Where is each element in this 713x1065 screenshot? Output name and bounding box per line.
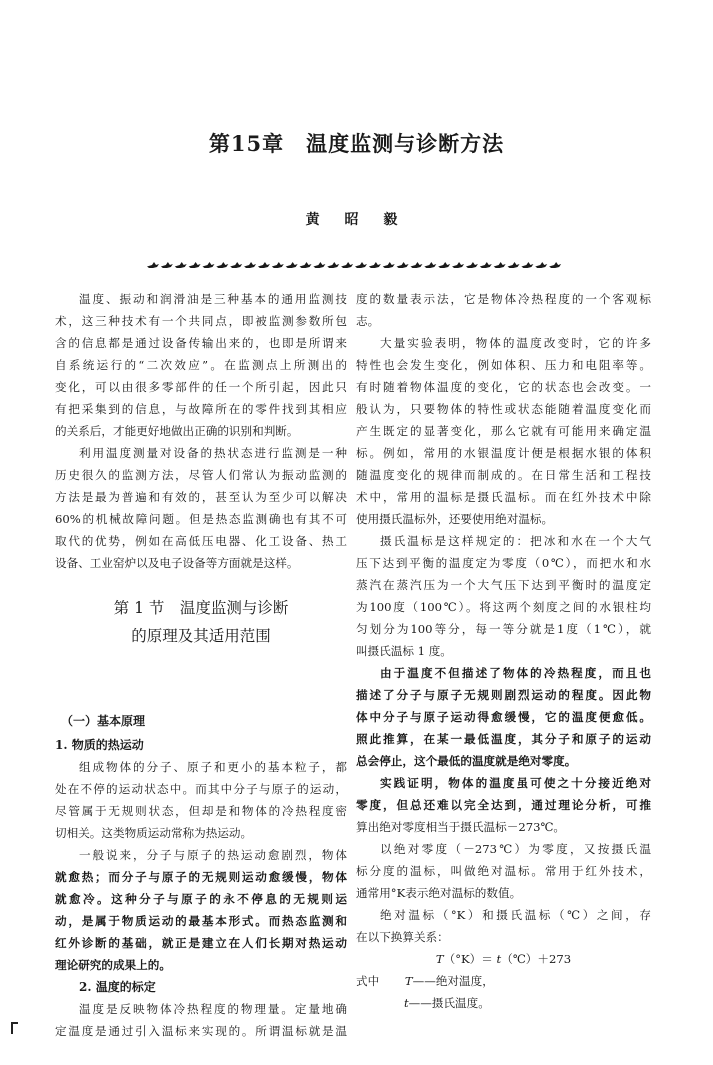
text-line: 照此推算，在某一最低温度，其分子和原子的运动 bbox=[356, 732, 651, 746]
ornament-glyph bbox=[300, 262, 312, 268]
paragraph bbox=[356, 332, 651, 530]
text-line: 体中分子与原子运动得愈缓慢，它的温度便愈低。 bbox=[356, 710, 651, 724]
ornament-glyph bbox=[535, 262, 547, 268]
ornament-glyph bbox=[438, 262, 450, 268]
text-line: 在以下换算关系： bbox=[356, 930, 449, 944]
ornament-glyph bbox=[327, 262, 339, 268]
paragraph bbox=[55, 288, 347, 442]
text-line: 绝对温标（°K）和摄氏温标（℃）之间，存 bbox=[380, 908, 651, 922]
text-line: 理论研究的成果上的。 bbox=[55, 958, 171, 972]
text-line: 通常用°K表示绝对温标的数值。 bbox=[356, 886, 522, 900]
ornament-glyph bbox=[216, 262, 228, 268]
ornament-glyph bbox=[480, 262, 492, 268]
text-line: 取代的优势，例如在高低压电器、化工设备、热工 bbox=[55, 534, 347, 548]
text-line: 红外诊断的基础，就正是建立在人们长期对热运动 bbox=[55, 936, 347, 950]
ornament-glyph bbox=[424, 262, 436, 268]
ornament-glyph bbox=[189, 262, 201, 268]
ornament-glyph bbox=[313, 262, 325, 268]
corner-mark-icon bbox=[11, 1022, 18, 1034]
text-line: 自系统运行的“二次效应”。在监测点上所测出的 bbox=[55, 358, 347, 372]
chapter-number: 第15章 bbox=[208, 131, 285, 156]
section-title-line1: 第 1 节 温度监测与诊断 bbox=[113, 599, 289, 617]
text-line: 摄氏温标是这样规定的：把冰和水在一个大气 bbox=[380, 534, 651, 548]
text-line: 的关系后，才能更好地做出正确的识别和判断。 bbox=[55, 424, 299, 438]
text-line: 含的信息都是通过设备传输出来的，也即是所谓来 bbox=[55, 336, 347, 350]
text-line: 术中，常用的温标是摄氏温标。而在红外技术中除 bbox=[356, 490, 651, 504]
text-line: 算出绝对零度相当于摄氏温标－273℃。 bbox=[356, 820, 566, 834]
text-line: 由于温度不但描述了物体的冷热程度，而且也 bbox=[380, 666, 651, 680]
ornament-glyph bbox=[397, 262, 409, 268]
text-line: 就愈冷。这种分子与原子的永不停息的无规则运 bbox=[55, 892, 347, 906]
formula-rhs: （℃）＋273 bbox=[501, 952, 572, 966]
ornament-glyph bbox=[175, 262, 187, 268]
text-line: 度的数量表示法，它是物体冷热程度的一个客观标 bbox=[356, 292, 651, 306]
text-line: 方法是最为普遍和有效的，甚至认为至少可以解决 bbox=[55, 490, 347, 504]
subsection-heading: （一）基本原理 bbox=[61, 714, 146, 728]
ornament-glyph bbox=[230, 262, 242, 268]
text-line: 压下达到平衡的温度定为零度（0℃），而把水和水 bbox=[356, 556, 651, 570]
paragraph bbox=[55, 844, 347, 976]
text-line: 产生既定的显著变化，那么它就有可能用来确定温 bbox=[356, 424, 651, 438]
chapter-title-text: 温度监测与诊断方法 bbox=[306, 131, 505, 156]
text-line: 以绝对零度（－273℃）为零度，又按摄氏温 bbox=[380, 842, 651, 856]
text-line: 实践证明，物体的温度虽可使之十分接近绝对 bbox=[380, 776, 651, 790]
text-line: 有把采集到的信息，与故障所在的零件找到其相应 bbox=[55, 402, 347, 416]
paragraph bbox=[55, 998, 347, 1042]
subheading: 2. 温度的标定 bbox=[79, 980, 156, 994]
ornament-glyph bbox=[355, 262, 367, 268]
paragraph bbox=[356, 530, 651, 662]
ornament-glyph bbox=[410, 262, 422, 268]
text-line: 叫摄氏温标 1 度。 bbox=[356, 644, 452, 658]
subheading: 1. 物质的热运动 bbox=[55, 738, 144, 752]
ornament-glyph bbox=[147, 262, 159, 268]
text-line: 设备、工业窑炉以及电子设备等方面就是这样。 bbox=[55, 556, 299, 570]
text-line: 标。例如，常用的水银温度计便是根据水银的体积 bbox=[356, 446, 651, 460]
definition-line bbox=[356, 970, 651, 992]
author-name: 黄 昭 毅 bbox=[305, 212, 408, 228]
text-line: 定温度是通过引入温标来实现的。所谓温标就是温 bbox=[55, 1024, 347, 1038]
text-line: 组成物体的分子、原子和更小的基本粒子，都 bbox=[79, 760, 347, 774]
ornament-glyph bbox=[383, 262, 395, 268]
text-line: 动，是属于物质运动的最基本形式。而热态监测和 bbox=[55, 914, 347, 928]
formula-var-t: t bbox=[496, 952, 502, 966]
ornament-glyph bbox=[161, 262, 173, 268]
text-line: 匀划分为100等分，每一等分就是1度（1℃），就 bbox=[356, 622, 651, 636]
paragraph bbox=[55, 442, 347, 574]
text-line: 历史很久的监测方法，尽管人们常认为振动监测的 bbox=[55, 468, 347, 482]
ornament-glyph bbox=[549, 262, 561, 268]
ornament-glyph bbox=[202, 262, 214, 268]
ornament-glyph bbox=[452, 262, 464, 268]
ornament-glyph bbox=[508, 262, 520, 268]
section-heading bbox=[55, 574, 347, 708]
formula-var-T: T bbox=[435, 952, 444, 966]
definition-symbol: t bbox=[404, 996, 409, 1010]
paragraph bbox=[356, 662, 651, 772]
ornament-glyph bbox=[466, 262, 478, 268]
ornament-glyph bbox=[244, 262, 256, 268]
ornament-glyph bbox=[341, 262, 353, 268]
definition-text: ——摄氏温度。 bbox=[408, 996, 490, 1010]
text-line: 大量实验表明，物体的温度改变时，它的许多 bbox=[380, 336, 651, 350]
definition-symbol: T bbox=[404, 974, 413, 988]
right-column bbox=[356, 288, 651, 1014]
paragraph bbox=[356, 772, 651, 838]
text-line: 一般说来，分子与原子的热运动愈剧烈，物体 bbox=[79, 848, 347, 862]
text-line: 志。 bbox=[356, 314, 380, 328]
ornament-glyph bbox=[494, 262, 506, 268]
text-line: 60%的机械故障问题。但是热态监测确也有其不可 bbox=[55, 512, 347, 526]
ornament-glyph bbox=[272, 262, 284, 268]
text-line: 使用摄氏温标外，还要使用绝对温标。 bbox=[356, 512, 554, 526]
text-line: 零度，但总还难以完全达到，通过理论分析，可推 bbox=[356, 798, 651, 812]
where-label: 式中 bbox=[356, 974, 380, 988]
text-line: 蒸汽在蒸汽压为一个大气压下达到平衡时的温度定 bbox=[356, 578, 651, 592]
text-line: 随温度变化的规律而制成的。在日常生活和工程技 bbox=[356, 468, 651, 482]
text-line: 温度、振动和润滑油是三种基本的通用监测技 bbox=[79, 292, 347, 306]
text-line: 切相关。这类物质运动常称为热运动。 bbox=[55, 826, 253, 840]
paragraph bbox=[356, 288, 651, 332]
text-line: 为100度（100℃）。将这两个刻度之间的水银柱均 bbox=[356, 600, 651, 614]
text-line: 处在不停的运动状态中。而其中分子与原子的运动， bbox=[55, 782, 347, 796]
text-line: 标分度的温标，叫做绝对温标。常用于红外技术， bbox=[356, 864, 651, 878]
conversion-formula bbox=[356, 948, 651, 970]
text-line: 描述了分子与原子无规则剧烈运动的程度。因此物 bbox=[356, 688, 651, 702]
ornament-glyph bbox=[521, 262, 533, 268]
paragraph bbox=[356, 904, 651, 948]
definition-text: ——绝对温度， bbox=[412, 974, 494, 988]
text-line: 总会停止，这个最低的温度就是绝对零度。 bbox=[356, 754, 577, 768]
text-line: 变化，可以由很多零部件的任一个所引起，因此只 bbox=[55, 380, 347, 394]
ornament-glyph bbox=[258, 262, 270, 268]
text-line: 利用温度测量对设备的热状态进行监测是一种 bbox=[79, 446, 347, 460]
left-column bbox=[55, 288, 347, 1042]
ornament-divider bbox=[146, 261, 562, 269]
section-title-line2: 的原理及其适用范围 bbox=[131, 627, 271, 645]
text-line: 般认为，只要物体的特性或状态能随着温度变化而 bbox=[356, 402, 651, 416]
text-line: 有时随着物体温度的变化，它的状态也会改变。一 bbox=[356, 380, 651, 394]
chapter-title bbox=[0, 128, 713, 158]
text-line: 术，这三种技术有一个共同点，即被监测参数所包 bbox=[55, 314, 347, 328]
paragraph bbox=[55, 756, 347, 844]
text-line: 尽管属于无规则状态，但却是和物体的冷热程度密 bbox=[55, 804, 347, 818]
text-line: 特性也会发生变化，例如体积、压力和电阻率等。 bbox=[356, 358, 651, 372]
ornament-glyph bbox=[369, 262, 381, 268]
formula-lhs-unit: （°K）＝ bbox=[443, 952, 493, 966]
definition-line bbox=[356, 992, 651, 1014]
text-line: 温度是反映物体冷热程度的物理量。定量地确 bbox=[79, 1002, 347, 1016]
paragraph bbox=[356, 838, 651, 904]
ornament-glyph bbox=[286, 262, 298, 268]
text-line: 就愈热；而分子与原子的无规则运动愈缓慢，物体 bbox=[55, 870, 347, 884]
